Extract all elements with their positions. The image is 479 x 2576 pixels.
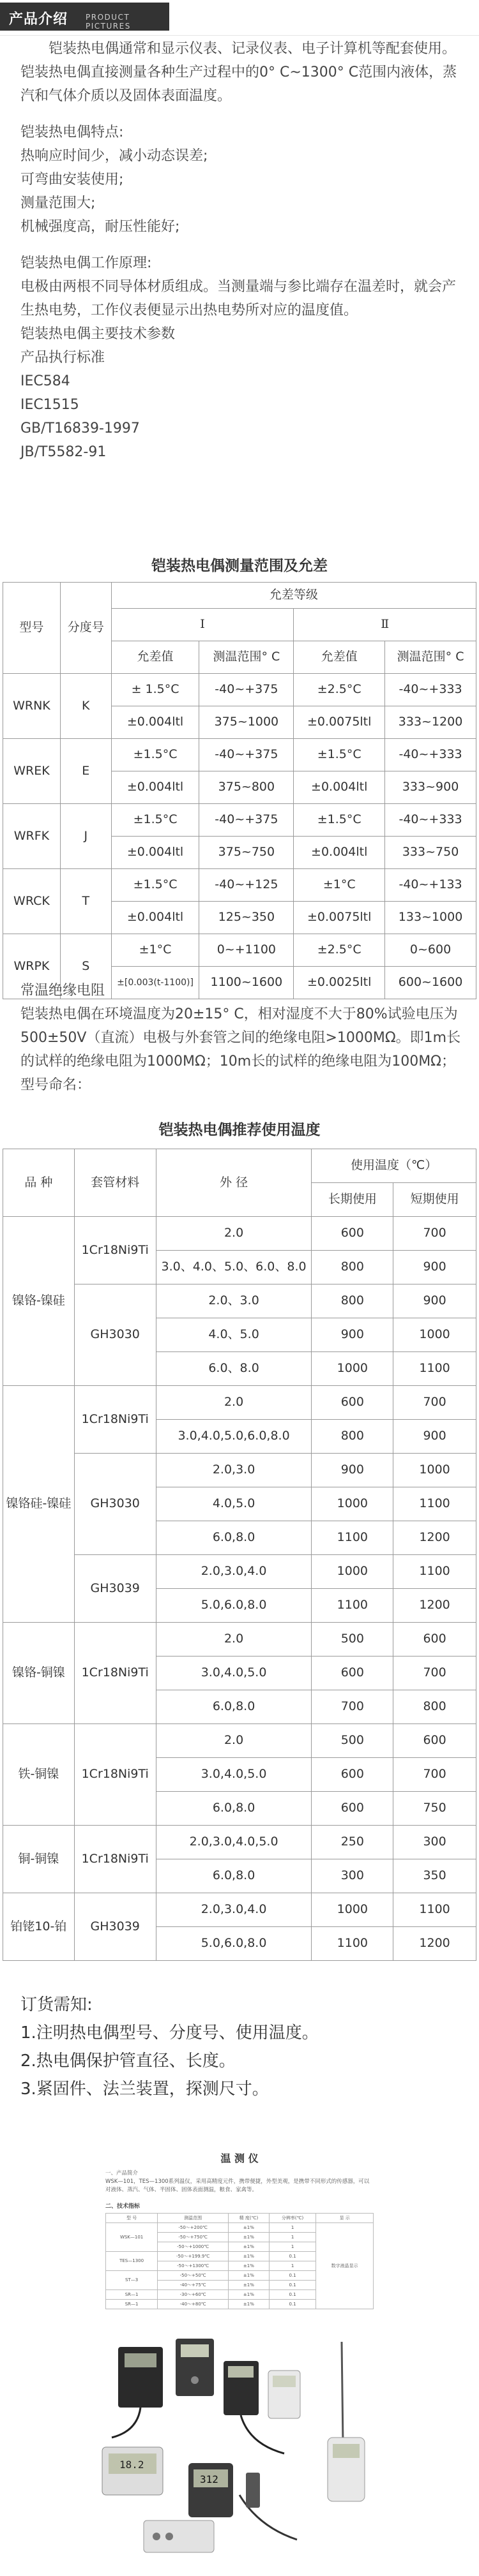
diameter-cell: 3.0,4.0,5.0 <box>156 1758 312 1792</box>
material-cell: 1Cr18Ni9Ti <box>74 1724 156 1826</box>
grade-cell: K <box>60 674 111 739</box>
col-model-header: 型号 <box>3 583 61 674</box>
variety-header: 品 种 <box>3 1149 75 1217</box>
tol-cell: ±1°C <box>111 934 199 967</box>
short-cell: 1200 <box>393 1927 476 1961</box>
insulation-body: 铠装热电偶在环境温度为20±15° C，相对湿度不大于80%试验电压为500±50V（直流）电极与外套管之间的绝缘电阻>1000MΩ。即1m长的试样的绝缘电阻为1000MΩ；10m长的试样的绝缘电阻为100MΩ； <box>20 1006 461 1069</box>
long-cell: 800 <box>312 1284 393 1318</box>
long-cell: 1000 <box>312 1487 393 1521</box>
lcd-reading: 312 <box>200 2473 218 2485</box>
spec-cell: -50～+200℃ <box>158 2223 229 2233</box>
tol-value-header: 允差值 <box>294 641 385 674</box>
insulation-title: 常温绝缘电阻 <box>20 983 105 999</box>
long-term-header: 长期使用 <box>312 1183 393 1217</box>
long-cell: 1100 <box>312 1927 393 1961</box>
table2-title: 铠装热电偶推荐使用温度 <box>158 1122 321 1138</box>
range-cell: -40~+375 <box>199 674 294 706</box>
spec-heading: 二、技术指标 <box>105 2203 141 2210</box>
variety-cell: 镍铬-镍硅 <box>3 1217 75 1386</box>
spec-cell: WSK—101 <box>106 2223 158 2252</box>
material-cell: 1Cr18Ni9Ti <box>74 1826 156 1893</box>
ordering-item: 1.注明热电偶型号、分度号、使用温度。 <box>20 2023 319 2043</box>
diameter-cell: 6.0,8.0 <box>156 1521 312 1555</box>
short-cell: 900 <box>393 1251 476 1284</box>
short-cell: 1100 <box>393 1555 476 1589</box>
long-cell: 600 <box>312 1792 393 1826</box>
short-cell: 1100 <box>393 1487 476 1521</box>
material-cell: GH3030 <box>74 1284 156 1386</box>
spec-cell: 显 示 <box>316 2214 374 2223</box>
diameter-header: 外 径 <box>156 1149 312 1217</box>
tolerance-table <box>3 582 476 999</box>
tol-cell: ±0.004ltl <box>111 771 199 804</box>
material-cell: 1Cr18Ni9Ti <box>74 1217 156 1284</box>
temp-header: 使用温度（℃） <box>312 1149 476 1183</box>
probe-cable-icon <box>240 2473 297 2540</box>
short-cell: 1000 <box>393 1454 476 1487</box>
long-cell: 700 <box>312 1690 393 1724</box>
section-title-en: PRODUCT PICTURES <box>86 13 131 31</box>
material-cell: 1Cr18Ni9Ti <box>74 1623 156 1724</box>
spec-cell: ±1% <box>229 2281 270 2290</box>
tol-cell: ±0.0025ltl <box>294 967 385 999</box>
range-cell: 333~900 <box>385 771 476 804</box>
spec-cell: SR—1 <box>106 2290 158 2300</box>
intro-body: WSK—101，TES—1300系列温仪，采用高精度元件，携带便捷，外型美观，是携带不同形式的传感器，可以对液体、蒸汽、气体、半固体、固体表面测温，粮食、家禽等。 <box>105 2178 370 2193</box>
diameter-cell: 2.0、3.0 <box>156 1284 312 1318</box>
col-tolerance-header: 允差等级 <box>111 583 476 609</box>
short-cell: 1200 <box>393 1521 476 1555</box>
spec-cell: ±1% <box>229 2242 270 2252</box>
spec-cell: SR—1 <box>106 2300 158 2309</box>
model-cell: WRPK <box>3 934 61 999</box>
handheld-meter-icon <box>112 2347 163 2438</box>
range-header: 测温范围° C <box>199 641 294 674</box>
tol-cell: ±1.5°C <box>111 869 199 902</box>
short-cell: 1000 <box>393 1318 476 1352</box>
short-cell: 1100 <box>393 1352 476 1386</box>
diameter-cell: 2.0,3.0,4.0 <box>156 1893 312 1927</box>
short-cell: 700 <box>393 1758 476 1792</box>
diameter-cell: 3.0,4.0,5.0 <box>156 1657 312 1690</box>
feature-item: 测量范围大; <box>20 195 96 211</box>
class-2-header: Ⅱ <box>294 609 476 641</box>
tol-cell: ±0.004ltl <box>294 771 385 804</box>
standard-item: IEC1515 <box>20 397 79 413</box>
white-meter-icon <box>268 2371 300 2418</box>
range-cell: -40~+375 <box>199 804 294 837</box>
intro-heading: 一、产品简介 <box>105 2170 139 2177</box>
section-header <box>0 0 479 36</box>
long-cell: 800 <box>312 1420 393 1454</box>
instrument-photos <box>93 2335 386 2565</box>
diameter-cell: 5.0,6.0,8.0 <box>156 1589 312 1623</box>
short-cell: 600 <box>393 1724 476 1758</box>
tol-cell: ±2.5°C <box>294 934 385 967</box>
instrument-intro <box>105 2170 374 2194</box>
grade-cell: T <box>60 869 111 934</box>
spec-cell: 精 度(℃) <box>229 2214 270 2223</box>
feature-item: 热响应时间少，减小动态误差; <box>20 148 208 164</box>
range-cell: 1100~1600 <box>199 967 294 999</box>
grade-cell: S <box>60 934 111 999</box>
tol-cell: ±0.004ltl <box>111 902 199 934</box>
spec-cell: 0.1 <box>269 2281 316 2290</box>
spec-cell: 1 <box>269 2233 316 2242</box>
range-header: 测温范围° C <box>385 641 476 674</box>
spec-cell: 0.1 <box>269 2290 316 2300</box>
range-cell: 375~800 <box>199 771 294 804</box>
diameter-cell: 2.0 <box>156 1386 312 1420</box>
spec-cell: -30～+60℃ <box>158 2290 229 2300</box>
short-term-header: 短期使用 <box>393 1183 476 1217</box>
material-cell: GH3039 <box>74 1893 156 1961</box>
long-cell: 800 <box>312 1251 393 1284</box>
range-cell: 333~750 <box>385 837 476 869</box>
spec-cell: 0.1 <box>269 2271 316 2281</box>
lcd-thermometer-icon <box>102 2447 163 2495</box>
tol-cell: ±1.5°C <box>294 739 385 771</box>
spec-cell: 分辨率(℃) <box>269 2214 316 2223</box>
diameter-cell: 6.0,8.0 <box>156 1859 312 1893</box>
tol-cell: ±1°C <box>294 869 385 902</box>
material-header: 套管材料 <box>74 1149 156 1217</box>
model-naming: 型号命名： <box>20 1077 91 1093</box>
material-cell: 1Cr18Ni9Ti <box>74 1386 156 1454</box>
short-cell: 300 <box>393 1826 476 1859</box>
spec-cell: 1 <box>269 2242 316 2252</box>
diameter-cell: 4.0、5.0 <box>156 1318 312 1352</box>
long-cell: 300 <box>312 1859 393 1893</box>
diameter-cell: 6.0,8.0 <box>156 1690 312 1724</box>
tol-cell: ±1.5°C <box>111 804 199 837</box>
spec-cell: TES—1300 <box>106 2252 158 2271</box>
range-cell: 375~750 <box>199 837 294 869</box>
spec-cell: 1 <box>269 2261 316 2271</box>
grade-cell: J <box>60 804 111 869</box>
long-cell: 900 <box>312 1454 393 1487</box>
ordering-item: 3.紧固件、法兰装置，探测尺寸。 <box>20 2080 269 2099</box>
tol-cell: ±0.0075ltl <box>294 902 385 934</box>
long-cell: 600 <box>312 1758 393 1792</box>
long-cell: 1000 <box>312 1893 393 1927</box>
model-cell: WREK <box>3 739 61 804</box>
stem-thermometer-icon <box>188 2463 233 2517</box>
principle-text: 电极由两根不同导体材质组成。当测量端与参比端存在温差时，就会产生热电势，工作仪表便显示出热电势所对应的温度值。 <box>20 279 457 318</box>
range-cell: 0~600 <box>385 934 476 967</box>
material-cell: GH3030 <box>74 1454 156 1555</box>
standard-item: GB/T16839-1997 <box>20 421 140 436</box>
range-cell: 333~1200 <box>385 706 476 739</box>
spec-cell: -50～+750℃ <box>158 2233 229 2242</box>
short-cell: 600 <box>393 1623 476 1657</box>
diameter-cell: 2.0,3.0 <box>156 1454 312 1487</box>
spec-cell: ±1% <box>229 2290 270 2300</box>
spec-cell: 0.1 <box>269 2252 316 2261</box>
tol-value-header: 允差值 <box>111 641 199 674</box>
tol-cell: ± 1.5°C <box>111 674 199 706</box>
variety-cell: 铁-铜镍 <box>3 1724 75 1826</box>
intro-paragraph: 铠装热电偶通常和显示仪表、记录仪表、电子计算机等配套使用。铠装热电偶直接测量各种生产过程中的0° C~1300° C范围内液体，蒸汽和气体介质以及固体表面温度。 <box>20 41 457 104</box>
spec-cell: 1 <box>269 2223 316 2233</box>
range-cell: 0~+1100 <box>199 934 294 967</box>
spec-cell: 数字液晶显示 <box>316 2223 374 2309</box>
short-cell: 900 <box>393 1420 476 1454</box>
model-cell: WRNK <box>3 674 61 739</box>
standards-title: 产品执行标准 <box>20 350 105 366</box>
range-cell: -40~+333 <box>385 674 476 706</box>
spec-cell: ±1% <box>229 2271 270 2281</box>
standard-item: IEC584 <box>20 373 70 389</box>
short-cell: 1100 <box>393 1893 476 1927</box>
diameter-cell: 3.0,4.0,5.0,6.0,8.0 <box>156 1420 312 1454</box>
long-cell: 500 <box>312 1623 393 1657</box>
range-cell: -40~+133 <box>385 869 476 902</box>
table1-title: 铠装热电偶测量范围及允差 <box>151 558 328 574</box>
diameter-cell: 2.0 <box>156 1217 312 1251</box>
diameter-cell: 5.0,6.0,8.0 <box>156 1927 312 1961</box>
long-cell: 1100 <box>312 1521 393 1555</box>
short-cell: 800 <box>393 1690 476 1724</box>
long-cell: 250 <box>312 1826 393 1859</box>
range-cell: -40~+125 <box>199 869 294 902</box>
instrument-title: 温 测 仪 <box>220 2152 259 2164</box>
diameter-cell: 2.0 <box>156 1623 312 1657</box>
spec-cell: ±1% <box>229 2252 270 2261</box>
short-cell: 350 <box>393 1859 476 1893</box>
short-cell: 700 <box>393 1386 476 1420</box>
spec-cell: -40～+75℃ <box>158 2281 229 2290</box>
range-cell: -40~+375 <box>199 739 294 771</box>
tol-cell: ±0.004ltl <box>294 837 385 869</box>
tol-cell: ±[0.003(t-1100)] <box>111 967 199 999</box>
standard-item: JB/T5582-91 <box>20 444 107 460</box>
ordering-notes <box>20 1991 319 2103</box>
short-cell: 700 <box>393 1657 476 1690</box>
spec-cell: ST—3 <box>106 2271 158 2290</box>
variety-cell: 铂铑10-铂 <box>3 1893 75 1961</box>
range-cell: 133~1000 <box>385 902 476 934</box>
long-cell: 1000 <box>312 1555 393 1589</box>
spec-cell: -50～+50℃ <box>158 2271 229 2281</box>
long-cell: 600 <box>312 1657 393 1690</box>
insulation-text <box>20 979 461 1097</box>
grade-cell: E <box>60 739 111 804</box>
principle-title: 铠装热电偶工作原理: <box>20 255 152 271</box>
feature-item: 机械强度高，耐压性能好; <box>20 219 180 235</box>
range-cell: -40~+333 <box>385 739 476 771</box>
long-cell: 1000 <box>312 1352 393 1386</box>
tol-cell: ±0.0075ltl <box>294 706 385 739</box>
features-title: 铠装热电偶特点: <box>20 124 124 140</box>
recommended-temp-table <box>3 1149 476 1961</box>
range-cell: 600~1600 <box>385 967 476 999</box>
range-cell: 375~1000 <box>199 706 294 739</box>
long-cell: 500 <box>312 1724 393 1758</box>
intro-text <box>20 37 461 464</box>
class-1-header: Ⅰ <box>111 609 294 641</box>
range-cell: -40~+333 <box>385 804 476 837</box>
long-cell: 900 <box>312 1318 393 1352</box>
lcd-reading: 18.2 <box>119 2459 144 2471</box>
spec-cell: 型 号 <box>106 2214 158 2223</box>
range-cell: 125~350 <box>199 902 294 934</box>
short-cell: 750 <box>393 1792 476 1826</box>
short-cell: 700 <box>393 1217 476 1251</box>
short-cell: 900 <box>393 1284 476 1318</box>
spec-cell: -50～+1000℃ <box>158 2242 229 2252</box>
long-cell: 600 <box>312 1217 393 1251</box>
diameter-cell: 3.0、4.0、5.0、6.0、8.0 <box>156 1251 312 1284</box>
tol-cell: ±0.004ltl <box>111 837 199 869</box>
diameter-cell: 6.0、8.0 <box>156 1352 312 1386</box>
feature-item: 可弯曲安装使用; <box>20 172 124 188</box>
model-cell: WRFK <box>3 804 61 869</box>
instrument-sheet <box>105 2150 374 2572</box>
spec-cell: ±1% <box>229 2233 270 2242</box>
spec-cell: -40～+80℃ <box>158 2300 229 2309</box>
tol-cell: ±0.004ltl <box>111 706 199 739</box>
long-cell: 1100 <box>312 1589 393 1623</box>
spec-cell: ±1% <box>229 2223 270 2233</box>
digital-meter-icon <box>176 2339 214 2396</box>
spec-cell: -50～+199.9℃ <box>158 2252 229 2261</box>
short-cell: 1200 <box>393 1589 476 1623</box>
spec-cell: 测温范围 <box>158 2214 229 2223</box>
spec-cell: 0.1 <box>269 2300 316 2309</box>
tol-cell: ±2.5°C <box>294 674 385 706</box>
diameter-cell: 2.0,3.0,4.0 <box>156 1555 312 1589</box>
material-cell: GH3039 <box>74 1555 156 1623</box>
section-tab <box>0 3 169 31</box>
pen-thermometer-icon <box>328 2342 365 2501</box>
diameter-cell: 4.0,5.0 <box>156 1487 312 1521</box>
diameter-cell: 2.0 <box>156 1724 312 1758</box>
tol-cell: ±1.5°C <box>111 739 199 771</box>
ordering-title: 订货需知: <box>20 1995 93 2014</box>
instrument-spec-table <box>105 2213 374 2309</box>
section-title-cn: 产品介绍 <box>9 11 68 27</box>
params-title: 铠装热电偶主要技术参数 <box>20 326 176 342</box>
variety-cell: 镍铬-铜镍 <box>3 1623 75 1724</box>
tol-cell: ±1.5°C <box>294 804 385 837</box>
col-grade-header: 分度号 <box>60 583 111 674</box>
spec-cell: -50～+1300℃ <box>158 2261 229 2271</box>
diameter-cell: 2.0,3.0,4.0,5.0 <box>156 1826 312 1859</box>
diameter-cell: 6.0,8.0 <box>156 1792 312 1826</box>
meter-base-icon <box>144 2520 214 2552</box>
spec-cell: ±1% <box>229 2261 270 2271</box>
variety-cell: 铜-铜镍 <box>3 1826 75 1893</box>
variety-cell: 镍铬硅-镍硅 <box>3 1386 75 1623</box>
spec-cell: ±1% <box>229 2300 270 2309</box>
model-cell: WRCK <box>3 869 61 934</box>
ordering-item: 2.热电偶保护管直径、长度。 <box>20 2051 236 2071</box>
long-cell: 600 <box>312 1386 393 1420</box>
